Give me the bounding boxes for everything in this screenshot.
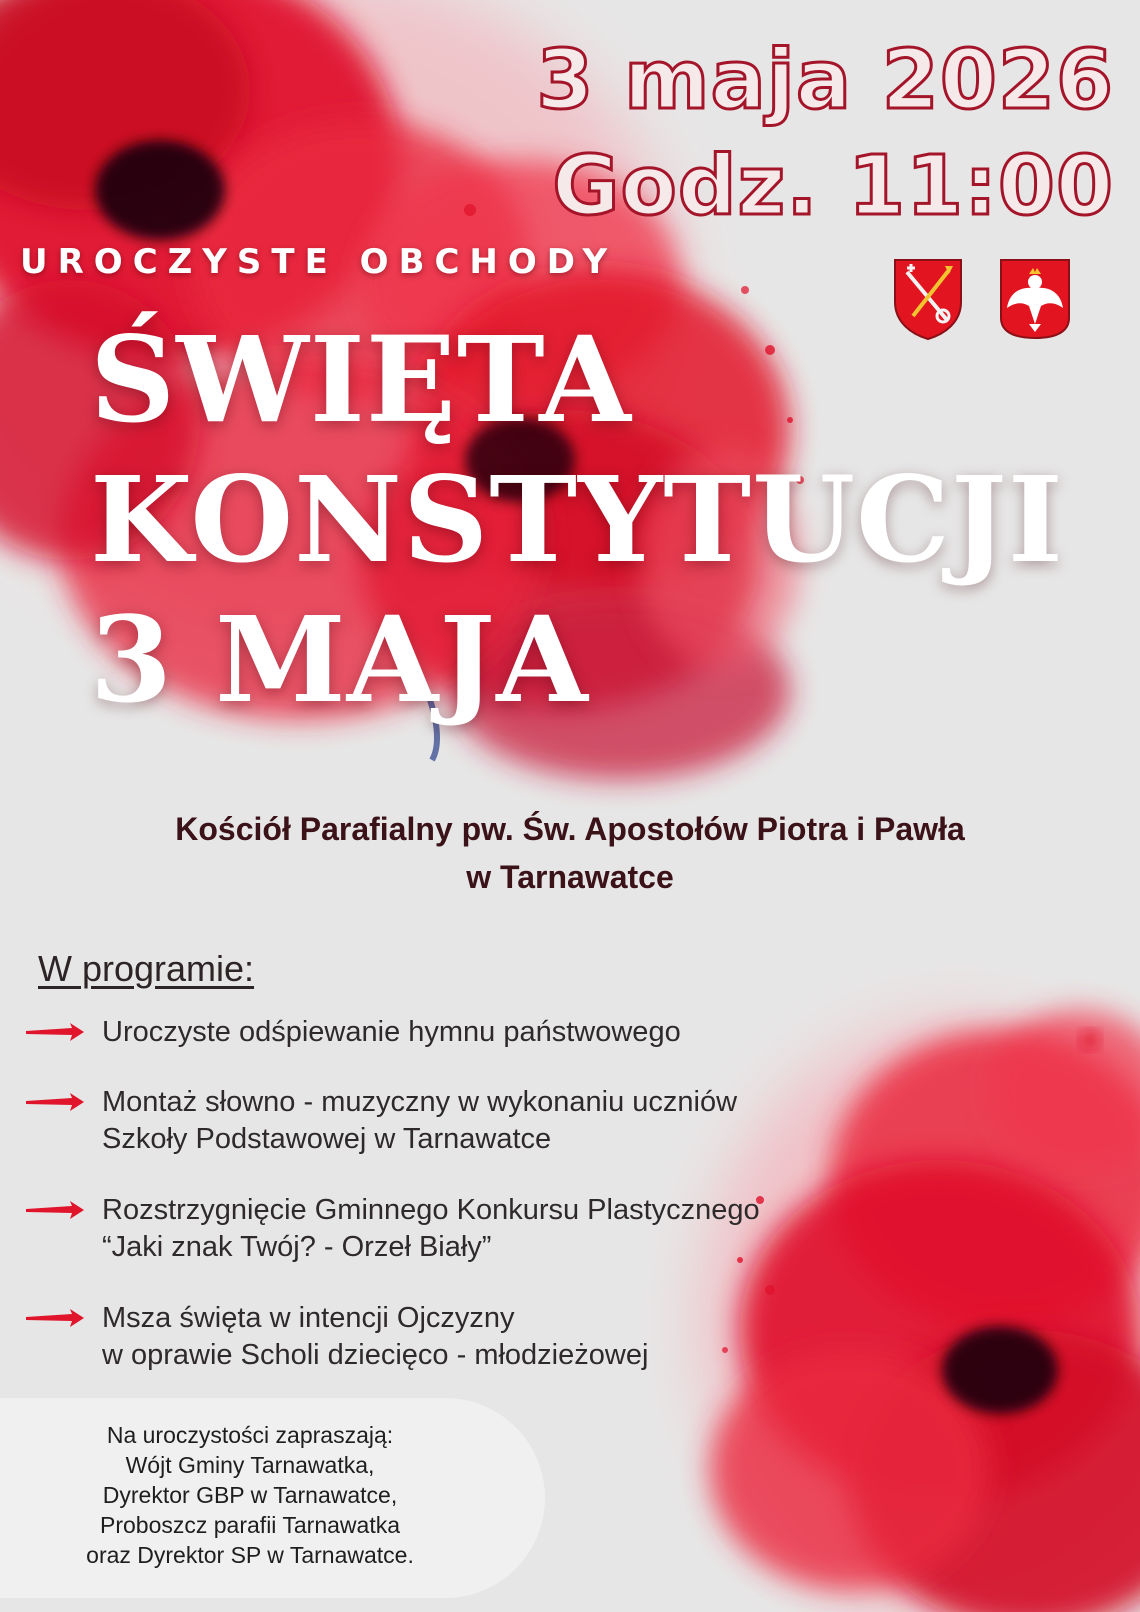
invitation-line: Wójt Gminy Tarnawatka,	[125, 1452, 375, 1478]
subtitle: UROCZYSTE OBCHODY	[20, 242, 618, 282]
invitation-line: Proboszcz parafii Tarnawatka	[100, 1512, 400, 1538]
event-date: 3 maja 2026	[536, 33, 1114, 128]
arrow-right-icon	[24, 1092, 86, 1112]
arrow-right-icon	[24, 1308, 86, 1328]
event-time: Godz. 11:00	[552, 139, 1114, 234]
headline-line-2: KONSTYTUCJI	[90, 450, 1064, 589]
program-item-line: “Jaki znak Twój? - Orzeł Biały”	[102, 1231, 492, 1263]
invitation-box	[0, 1398, 545, 1598]
program-item-text	[102, 1014, 842, 1051]
date-block	[536, 28, 1114, 240]
headline-line-3: 3 MAJA	[90, 590, 589, 729]
program-item-line: Szkoły Podstawowej w Tarnawatce	[102, 1123, 552, 1155]
program-item-text	[102, 1300, 842, 1374]
program-item-line: Msza święta w intencji Ojczyzny	[102, 1302, 515, 1334]
headline-line-1: ŚWIĘTA	[90, 310, 632, 449]
venue-line-2: w Tarnawatce	[466, 859, 674, 895]
venue-line-1: Kościół Parafialny pw. Św. Apostołów Piotra i Pawła	[175, 811, 965, 847]
arrow-right-icon	[24, 1200, 86, 1220]
invitation-line: Na uroczystości zapraszają:	[106, 1422, 394, 1448]
program-item-line: Montaż słowno - muzyczny w wykonaniu uczniów	[102, 1086, 738, 1118]
venue	[0, 805, 1140, 901]
arrow-right-icon	[24, 1022, 86, 1042]
headline	[90, 310, 1064, 730]
invitation-line: Dyrektor GBP w Tarnawatce,	[102, 1482, 398, 1508]
program-item-line: Rozstrzygnięcie Gminnego Konkursu Plastycznego	[102, 1194, 760, 1226]
invitation-line: oraz Dyrektor SP w Tarnawatce.	[86, 1542, 414, 1568]
invitation-text	[0, 1420, 500, 1570]
program-item-text	[102, 1084, 842, 1158]
program-item-text	[102, 1192, 842, 1266]
program-item-line: Uroczyste odśpiewanie hymnu państwowego	[102, 1016, 681, 1048]
program-item-line: w oprawie Scholi dziecięco - młodzieżowej	[102, 1339, 649, 1371]
program-heading: W programie:	[38, 948, 255, 989]
